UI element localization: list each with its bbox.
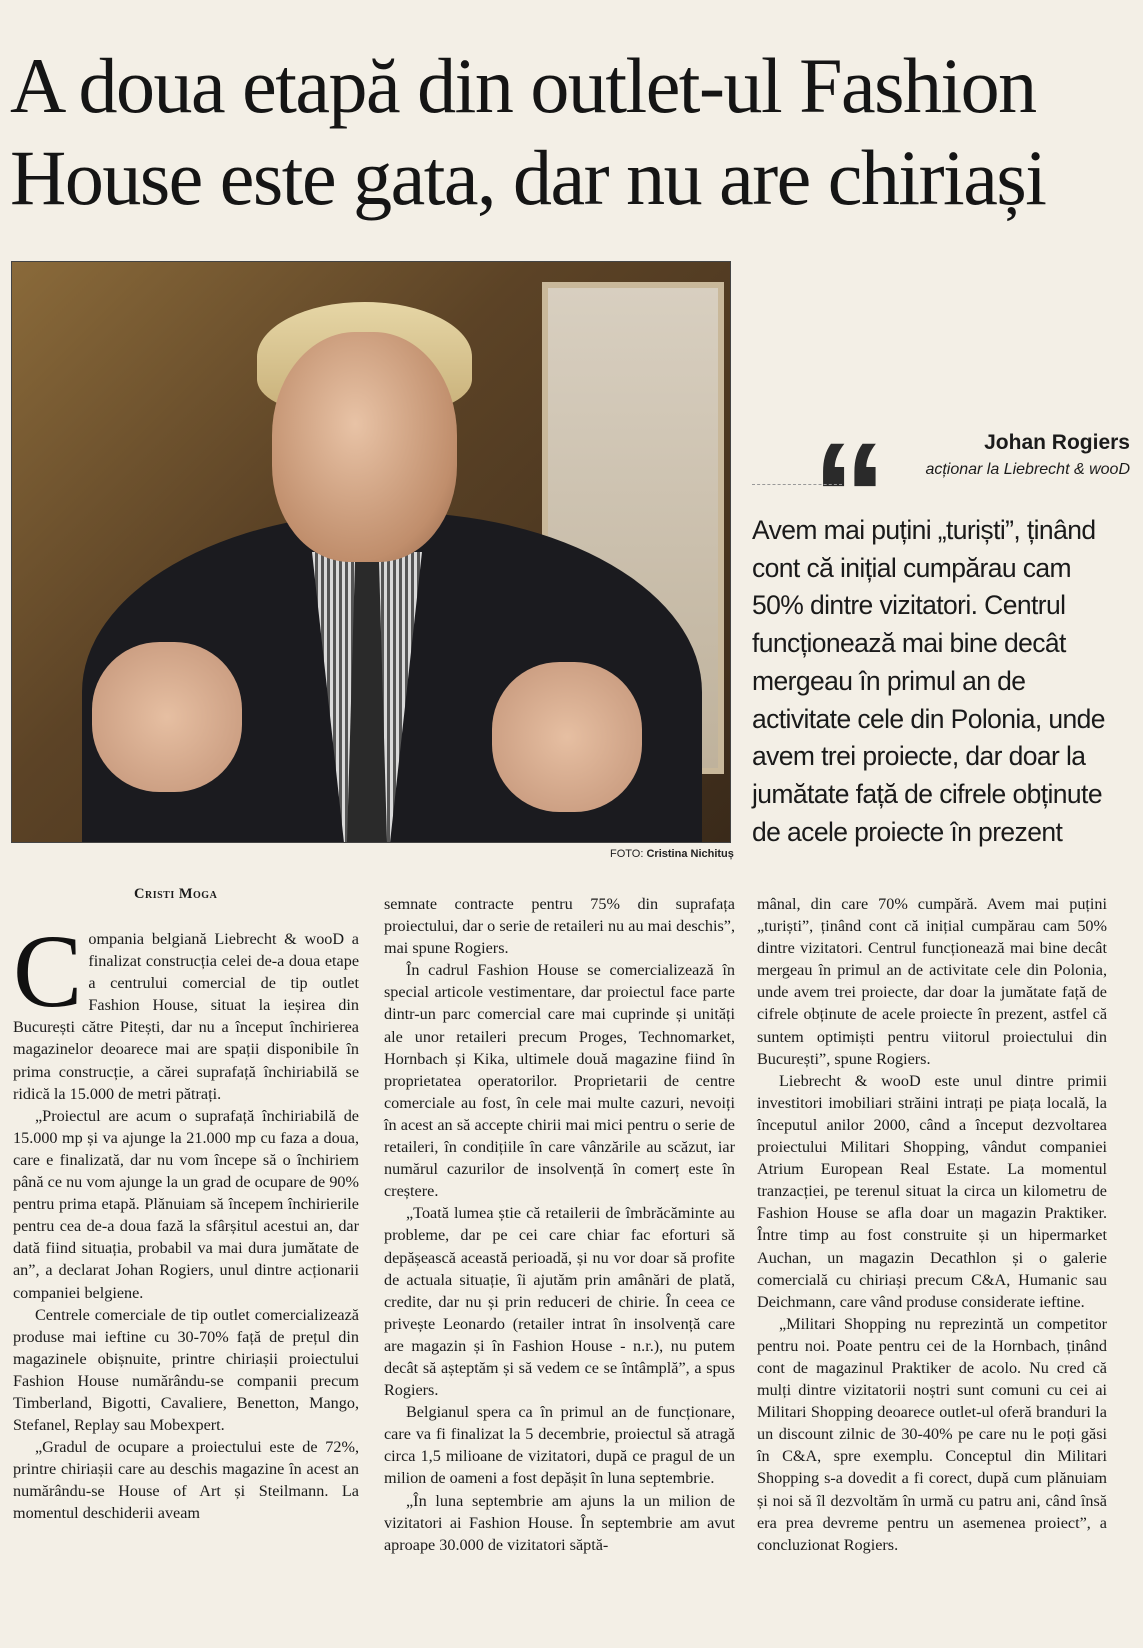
pull-quote-line: Avem mai puțini „turiști”, ținând <box>752 515 1096 545</box>
pull-quote-line: mergeau în primul an de <box>752 665 1026 696</box>
paragraph: „Gradul de ocupare a proiectului este de 72%, printre chiriașii care au deschis magazine în acest an numărându-se House of Art și Steilmann. La momentul deschiderii aveam <box>13 1438 359 1523</box>
pull-quote-line: jumătate față de cifrele obținute <box>752 778 1102 809</box>
pull-quote-line: activitate cele din Polonia, unde <box>752 703 1105 734</box>
headline-line-1: A doua etapă din outlet-ul Fashion <box>10 42 1036 129</box>
quote-mark-icon: “ <box>812 411 887 579</box>
paragraph: mânal, din care 70% cumpără. Avem mai puțini „turiști”, ținând cont că inițial cumpărau cam 50% dintre vizitatori. Centrul funcționează mai bine decât mergeau în primul an de activitate cele din Polonia, unde avem trei proiecte, dar doar la jumătate față de cifrele obținute de acele proiecte în prezent, astfel că suntem optimiști pentru viitorul proiectului din București”, spune Rogiers. <box>757 895 1107 1068</box>
quote-speaker-name: Johan Rogiers <box>984 431 1130 454</box>
photo-face <box>272 332 457 562</box>
pull-quote-line: avem trei proiecte, dar doar la <box>752 741 1086 772</box>
paragraph: „Toată lumea știe că retailerii de îmbrăcăminte au probleme, dar pe cei care chiar fac eforturi să depășească această perioadă, și nu vor doar să profite de actuala situație, îi ajutăm prin amânări de plată, credite, dar nu și prin reduceri de chirie. În ceea ce privește Leonardo (retailer intrat în insolvență care are magazin și în Fashion House - n.r.), nu putem decât să așteptăm și să vedem ce se întâmplă”, a spus Rogiers. <box>384 1204 735 1400</box>
headline-line-2: House este gata, dar nu are chiriași <box>10 134 1046 221</box>
paragraph: Belgianul spera ca în primul an de funcționare, care va fi finalizat la 5 decembrie, proiectul să atragă circa 1,5 milioane de vizitatori, după ce pragul de un milion de oameni a fost depășit în luna septembrie. <box>384 1403 735 1488</box>
paragraph: „Militari Shopping nu reprezintă un competitor pentru noi. Poate pentru cei de la Hornbach, ținând cont de magazinul Praktiker de acolo. Nu cred că mulți dintre vizitatorii noștri sunt comuni cu cei ai Militari Shopping deoarece outlet-ul oferă branduri la un discount zilnic de 30-40% pe care nu le poți găsi în C&A, spre exemplu. Conceptul din Militari Shopping s-a dovedit a fi corect, după cum plănuiam și noi să îl dezvoltăm în urmă cu patru ani, când însă era prea devreme pentru un asemenea proiect”, a concluzionat Rogiers. <box>757 1314 1107 1554</box>
paragraph: „Proiectul are acum o suprafață închiriabilă de 15.000 mp și va ajunge la 21.000 mp cu faza a doua, care e finalizată, dar nu vom începe să o închiriem până ce nu vom ajunge la un grad de ocupare de 90% pentru prima etapă. Plănuiam să începem închirierile pentru cea de-a doua fază la sfârșitul acestui an, dar dată fiind situația, probabil va mai dura jumătate de an”, a declarat Johan Rogiers, unul dintre acționarii companiei belgiene. <box>13 1106 359 1302</box>
photo-credit-label: FOTO: <box>610 848 644 860</box>
paragraph: Liebrecht & wooD este unul dintre primii investitori imobiliari străini intrați pe piața locală, la începutul anilor 2000, când a început dezvoltarea proiectului Militari Shopping, vândut companiei Atrium European Real Estate. La momentul tranzacției, pe terenul situat la circa un kilometru de Fashion House se afla doar un magazin Praktiker. Între timp au fost construite și un hipermarket Auchan, un magazin Decathlon și o galerie comercială cu chiriași precum C&A, Humanic sau Deichmann, care vând produse considerate ieftine. <box>757 1071 1107 1311</box>
paragraph: semnate contracte pentru 75% din suprafața proiectului, dar o serie de retaileri nu au mai deschis”, mai spune Rogiers. <box>384 895 735 958</box>
paragraph: În cadrul Fashion House se comercializează în special articole vestimentare, dar proiectul face parte dintr-un parc comercial care mai cuprinde și unități ale unor retaileri precum Proges, Technomarket, Hornbach și Kika, ultimele două magazine fiind în proprietatea operatorilor. Proprietarii de centre comerciale au fost, în cele mai multe cazuri, nevoiți în acest an să accepte chirii mai mici pentru o serie de retaileri, în condițiile în care vânzările au scăzut, iar numărul cazurilor de insolvență în comerț este în creștere. <box>384 961 735 1201</box>
quote-divider <box>752 484 842 485</box>
quote-speaker-role: acționar la Liebrecht & wooD <box>925 461 1130 478</box>
article-column-1 <box>13 914 359 1525</box>
photo-credit <box>610 848 734 860</box>
pull-quote <box>752 512 1142 851</box>
photo-credit-name: Cristina Nichituș <box>646 848 734 860</box>
photo-right-hand <box>492 662 642 812</box>
paragraph: „În luna septembrie am ajuns la un milion de vizitatori ai Fashion House. În septembrie am avut aproape 30.000 de vizitatori săptă- <box>384 1491 735 1554</box>
headline <box>10 40 1130 224</box>
article-photo <box>11 261 731 843</box>
article-column-2 <box>384 893 735 1556</box>
pull-quote-line: de acele proiecte în prezent <box>752 816 1063 847</box>
pull-quote-line: funcționează mai bine decât <box>752 628 1066 659</box>
photo-left-hand <box>92 642 242 792</box>
byline: Cristi Moga <box>134 886 218 902</box>
pull-quote-line: 50% dintre vizitatori. Centrul <box>752 590 1066 621</box>
article-column-3 <box>757 893 1107 1556</box>
paragraph: Centrele comerciale de tip outlet comercializează produse mai ieftine cu 30-70% față de prețul din magazinele obișnuite, printre chiriașii proiectului Fashion House numărându-se companii precum Timberland, Bigotti, Cavaliere, Benetton, Mango, Stefanel, Replay sau Mobexpert. <box>13 1305 359 1435</box>
paragraph-text: ompania belgiană Liebrecht & wooD a finalizat construcția celei de-a doua etape a centrului comercial de tip outlet Fashion House, situat la ieșirea din București către Pitești, dar nu a început închirierea magazinelor deoarece mai are spații disponibile în prima construcție, a cărei suprafață închiriabilă se ridică la 15.000 de metri pătrați. <box>13 930 359 1103</box>
paragraph <box>13 914 359 1105</box>
drop-cap: C <box>13 914 83 1029</box>
pull-quote-line: cont că inițial cumpărau cam <box>752 552 1072 583</box>
